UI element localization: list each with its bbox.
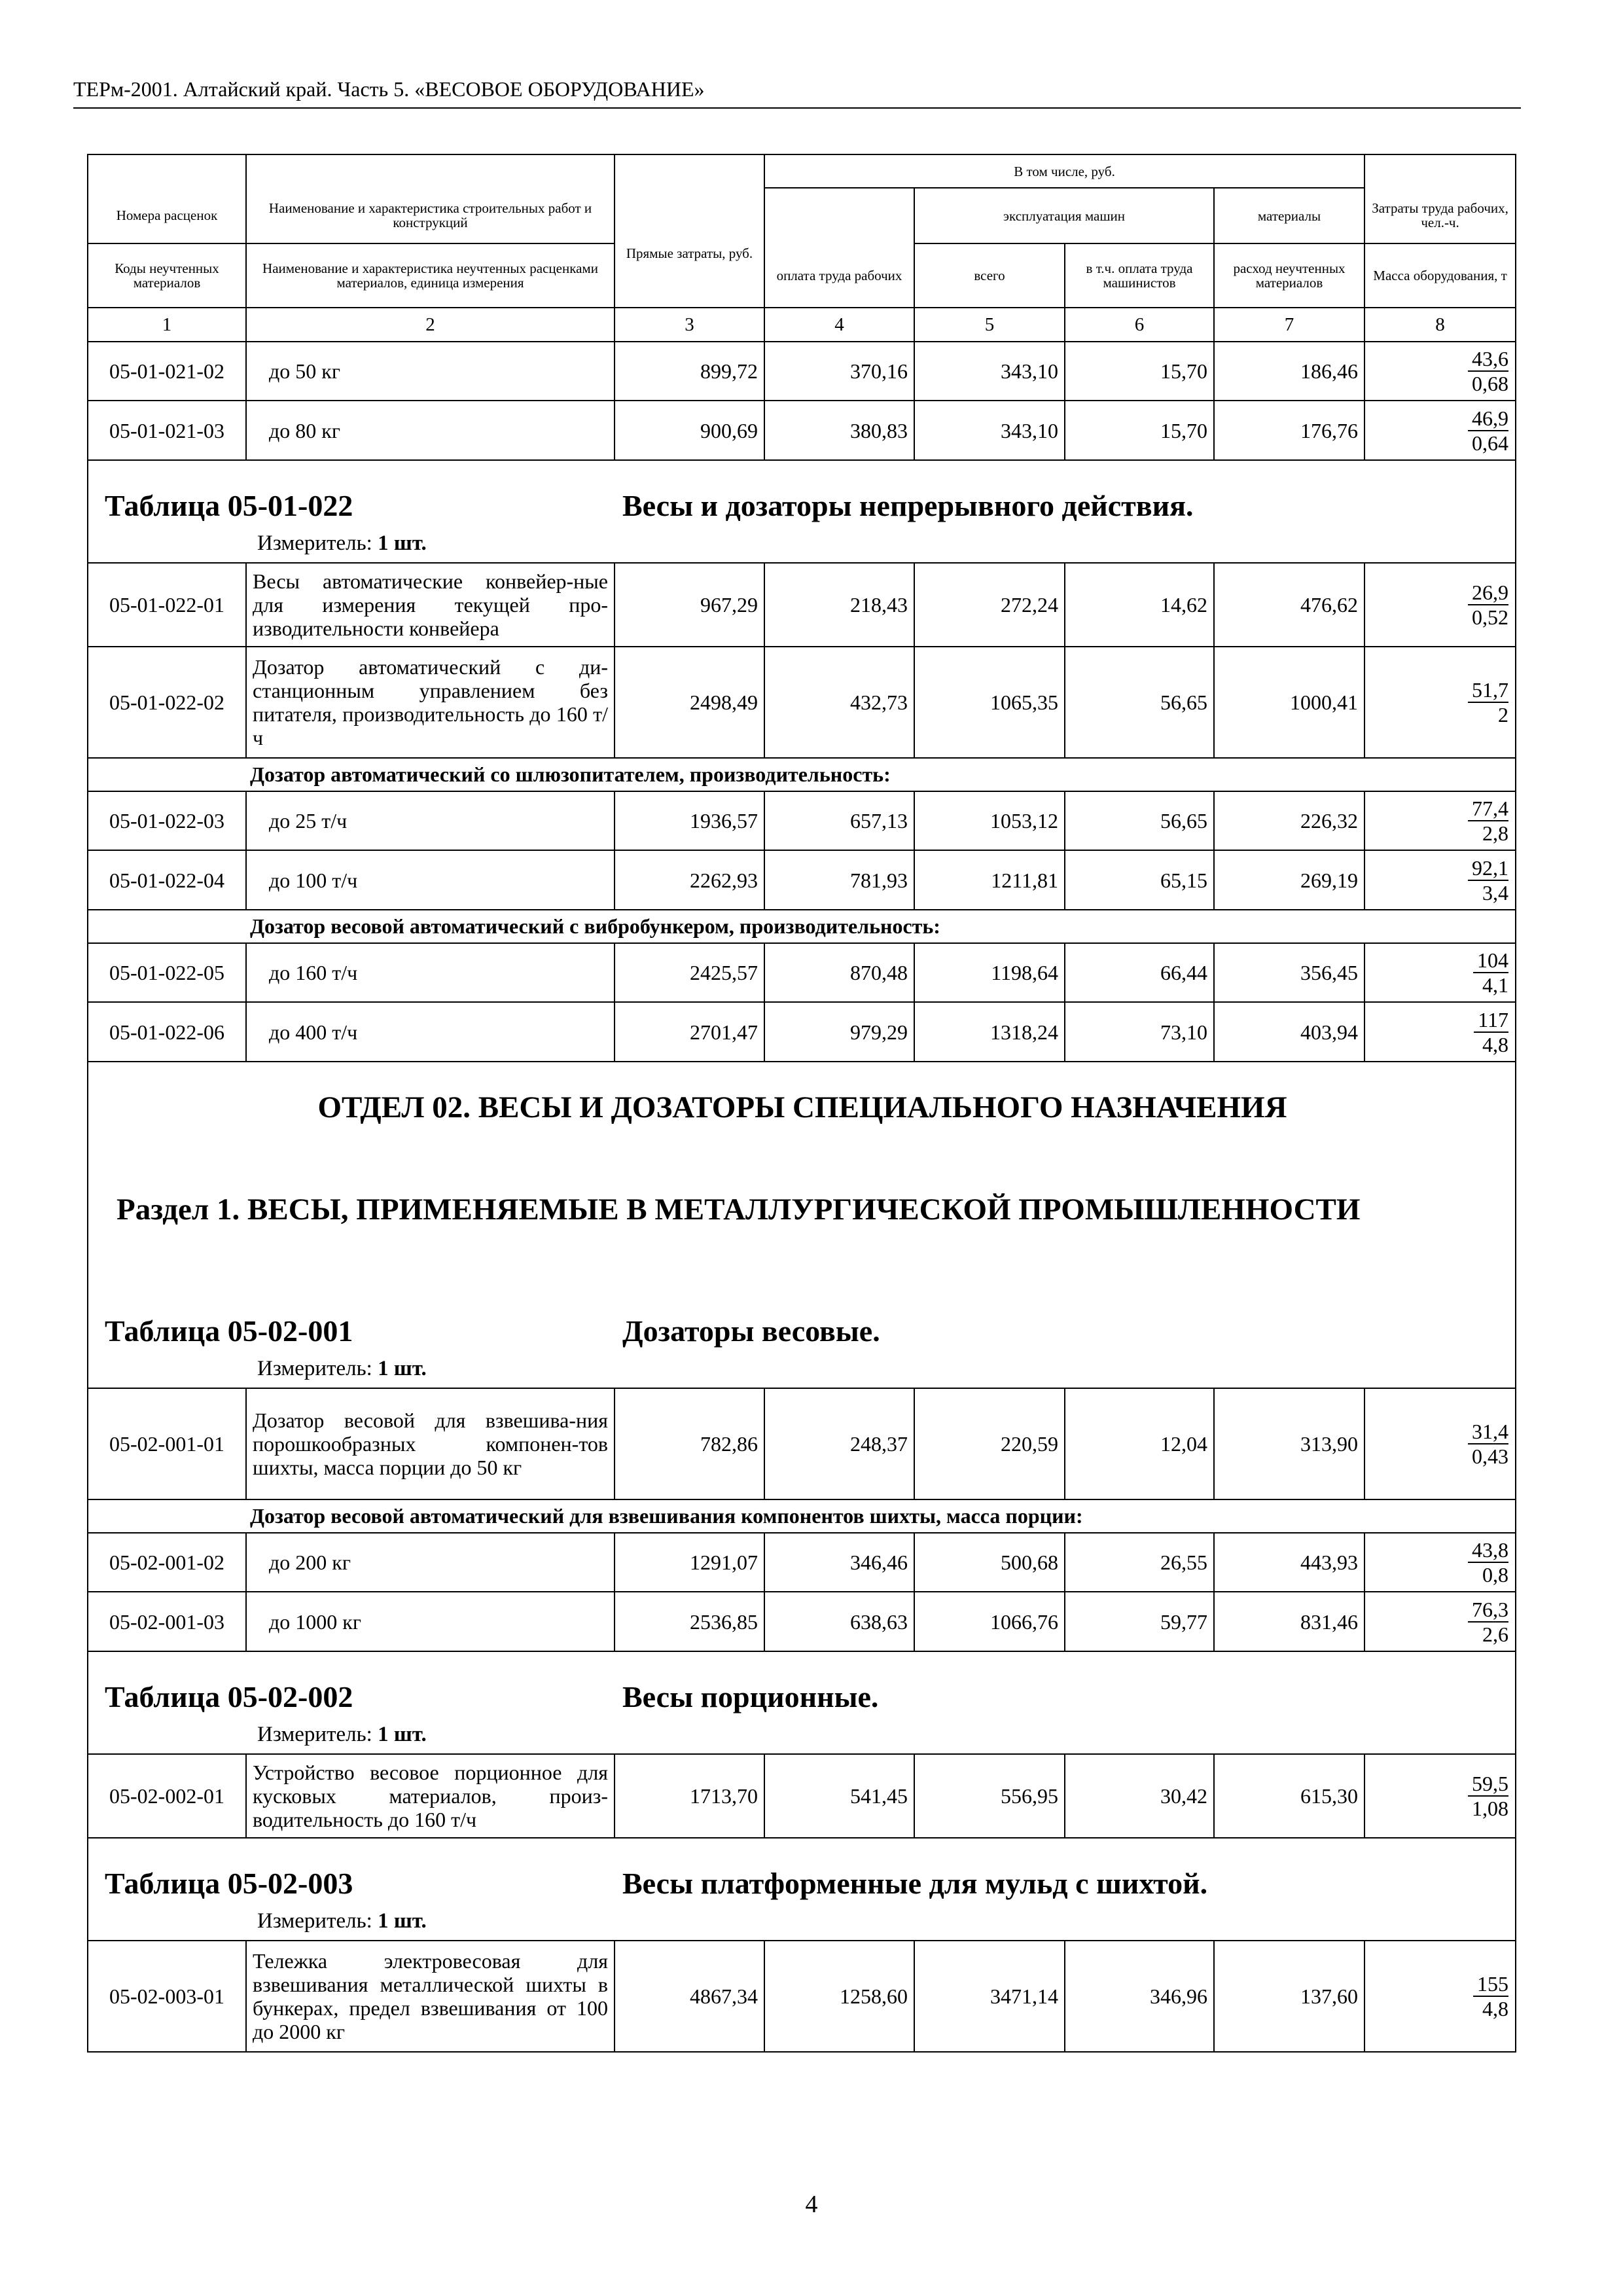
- rate-name: до 50 кг: [246, 342, 615, 401]
- labor-hours: 26,9: [1468, 581, 1508, 605]
- labor-cost: 380,83: [764, 401, 914, 460]
- table-row: [88, 563, 1516, 647]
- header-col8-top: Затраты труда рабочих, чел.-ч.: [1364, 188, 1516, 243]
- column-number: 7: [1214, 308, 1364, 342]
- direct-cost: 1936,57: [615, 791, 764, 850]
- column-numbers-row: [88, 308, 1516, 342]
- equipment-mass: 0,8: [1482, 1563, 1509, 1587]
- rate-code: 05-01-021-03: [88, 401, 246, 460]
- header-row-3: [88, 243, 1516, 308]
- rates-table: [87, 154, 1516, 2053]
- rate-name: Устройство весовое порционное для кусковых материалов, произ-водительность до 160 т/ч: [246, 1754, 615, 1838]
- labor-cost: 248,37: [764, 1388, 914, 1499]
- table-title: Весы порционные.: [622, 1680, 879, 1713]
- page-header: ТЕРм-2001. Алтайский край. Часть 5. «ВЕСОВОЕ ОБОРУДОВАНИЕ»: [73, 73, 1521, 109]
- table-title: Дозаторы весовые.: [622, 1314, 880, 1348]
- table-number: Таблица 05-01-022: [105, 489, 353, 522]
- direct-cost: 2498,49: [615, 647, 764, 758]
- drivers-cost: 15,70: [1065, 401, 1214, 460]
- machines-cost: 1053,12: [914, 791, 1065, 850]
- rate-name: до 80 кг: [246, 401, 615, 460]
- machines-cost: 1318,24: [914, 1002, 1065, 1062]
- header-row-1: [88, 154, 1516, 188]
- labor-cost: 370,16: [764, 342, 914, 401]
- direct-cost: 4867,34: [615, 1941, 764, 2052]
- rate-code: 05-02-001-02: [88, 1533, 246, 1592]
- table-row: [88, 1002, 1516, 1062]
- measure: [257, 1723, 427, 1747]
- labor-hours: 43,8: [1468, 1538, 1508, 1563]
- header-col1-top: Номера расценок: [88, 188, 246, 243]
- hours-mass-fraction: [1364, 563, 1516, 647]
- header-col5: всего: [914, 243, 1065, 308]
- rate-name: до 400 т/ч: [246, 1002, 615, 1062]
- section-heading-row: [88, 1062, 1516, 1388]
- labor-hours: 104: [1473, 948, 1508, 973]
- rate-code: 05-01-022-01: [88, 563, 246, 647]
- subheading-row: [88, 758, 1516, 791]
- materials-cost: 186,46: [1214, 342, 1364, 401]
- materials-cost: 476,62: [1214, 563, 1364, 647]
- direct-cost: 2425,57: [615, 943, 764, 1002]
- table-title-row: [88, 1651, 1516, 1754]
- rate-name: до 200 кг: [246, 1533, 615, 1592]
- rate-code: 05-01-022-04: [88, 850, 246, 910]
- equipment-mass: 0,68: [1472, 372, 1509, 395]
- drivers-cost: 346,96: [1065, 1941, 1214, 2052]
- materials-cost: 831,46: [1214, 1592, 1364, 1651]
- materials-cost: 1000,41: [1214, 647, 1364, 758]
- rate-code: 05-02-002-01: [88, 1754, 246, 1838]
- equipment-mass: 2: [1498, 703, 1509, 726]
- materials-cost: 443,93: [1214, 1533, 1364, 1592]
- measure-value: 1 шт.: [378, 1909, 427, 1933]
- rate-name: Дозатор автоматический с ди-станционным управлением без питателя, производительность до 160 т/ч: [246, 647, 615, 758]
- drivers-cost: 65,15: [1065, 850, 1214, 910]
- hours-mass-fraction: [1364, 943, 1516, 1002]
- materials-cost: 615,30: [1214, 1754, 1364, 1838]
- rate-name: Весы автоматические конвейер-ные для измерения текущей про-изводительности конвейера: [246, 563, 615, 647]
- direct-cost: 900,69: [615, 401, 764, 460]
- labor-cost: 1258,60: [764, 1941, 914, 2052]
- hours-mass-fraction: [1364, 1388, 1516, 1499]
- equipment-mass: 4,1: [1482, 973, 1509, 997]
- labor-hours: 92,1: [1468, 856, 1508, 881]
- table-row: [88, 1533, 1516, 1592]
- equipment-mass: 4,8: [1482, 1997, 1509, 2020]
- labor-hours: 43,6: [1468, 347, 1508, 372]
- machines-cost: 343,10: [914, 401, 1065, 460]
- measure: [257, 1357, 427, 1381]
- table-row: [88, 401, 1516, 460]
- equipment-mass: 0,52: [1472, 605, 1509, 629]
- measure-value: 1 шт.: [378, 1723, 427, 1746]
- column-number: 2: [246, 308, 615, 342]
- labor-hours: 31,4: [1468, 1420, 1508, 1444]
- machines-cost: 1065,35: [914, 647, 1065, 758]
- labor-cost: 870,48: [764, 943, 914, 1002]
- measure-label: Измеритель:: [257, 531, 372, 555]
- page-number: 4: [805, 2191, 818, 2218]
- measure-label: Измеритель:: [257, 1357, 372, 1380]
- direct-cost: 967,29: [615, 563, 764, 647]
- materials-cost: 137,60: [1214, 1941, 1364, 2052]
- rate-name: до 160 т/ч: [246, 943, 615, 1002]
- rate-code: 05-02-001-03: [88, 1592, 246, 1651]
- column-number: 1: [88, 308, 246, 342]
- measure-label: Измеритель:: [257, 1909, 372, 1933]
- machines-cost: 500,68: [914, 1533, 1065, 1592]
- section-otdel-heading: ОТДЕЛ 02. ВЕСЫ И ДОЗАТОРЫ СПЕЦИАЛЬНОГО НАЗНАЧЕНИЯ: [317, 1090, 1287, 1124]
- table-title: Весы платформенные для мульд с шихтой.: [622, 1867, 1208, 1900]
- table-number: Таблица 05-02-001: [105, 1314, 353, 1348]
- hours-mass-fraction: [1364, 791, 1516, 850]
- column-number: 3: [615, 308, 764, 342]
- direct-cost: 2701,47: [615, 1002, 764, 1062]
- column-number: 4: [764, 308, 914, 342]
- table-number: Таблица 05-02-002: [105, 1680, 353, 1713]
- labor-hours: 59,5: [1468, 1772, 1508, 1797]
- direct-cost: 1713,70: [615, 1754, 764, 1838]
- table-title-row: [88, 460, 1516, 563]
- subheading: Дозатор весовой автоматический с вибробункером, производительность:: [88, 910, 1516, 943]
- equipment-mass: 4,8: [1482, 1032, 1509, 1056]
- column-number: 6: [1065, 308, 1214, 342]
- drivers-cost: 12,04: [1065, 1388, 1214, 1499]
- table-row: [88, 791, 1516, 850]
- hours-mass-fraction: [1364, 1941, 1516, 2052]
- materials-cost: 269,19: [1214, 850, 1364, 910]
- table-title: Весы и дозаторы непрерывного действия.: [622, 489, 1194, 522]
- header-col6: в т.ч. оплата труда машинистов: [1065, 243, 1214, 308]
- hours-mass-fraction: [1364, 647, 1516, 758]
- header-col8-bottom: Масса оборудования, т: [1364, 243, 1516, 308]
- measure: [257, 531, 427, 556]
- materials-cost: 226,32: [1214, 791, 1364, 850]
- materials-cost: 176,76: [1214, 401, 1364, 460]
- equipment-mass: 1,08: [1472, 1797, 1509, 1820]
- machines-cost: 1198,64: [914, 943, 1065, 1002]
- labor-cost: 432,73: [764, 647, 914, 758]
- hours-mass-fraction: [1364, 342, 1516, 401]
- equipment-mass: 2,6: [1482, 1622, 1509, 1646]
- measure: [257, 1909, 427, 1933]
- rate-name: до 1000 кг: [246, 1592, 615, 1651]
- measure-value: 1 шт.: [378, 1357, 427, 1380]
- column-number: 5: [914, 308, 1065, 342]
- labor-cost: 657,13: [764, 791, 914, 850]
- header-col3: Прямые затраты, руб.: [615, 243, 764, 308]
- machines-cost: 3471,14: [914, 1941, 1065, 2052]
- drivers-cost: 15,70: [1065, 342, 1214, 401]
- drivers-cost: 73,10: [1065, 1002, 1214, 1062]
- hours-mass-fraction: [1364, 1533, 1516, 1592]
- table-row: [88, 342, 1516, 401]
- labor-hours: 117: [1474, 1008, 1508, 1033]
- table-number: Таблица 05-02-003: [105, 1867, 353, 1900]
- table-row: [88, 1754, 1516, 1838]
- rate-name: Тележка электровесовая для взвешивания металлической шихты в бункерах, предел взвешивания от 100 до 2000 кг: [246, 1941, 615, 2052]
- hours-mass-fraction: [1364, 1592, 1516, 1651]
- direct-cost: 782,86: [615, 1388, 764, 1499]
- table-row: [88, 1592, 1516, 1651]
- subheading-row: [88, 910, 1516, 943]
- direct-cost: 2536,85: [615, 1592, 764, 1651]
- rate-code: 05-01-022-06: [88, 1002, 246, 1062]
- machines-cost: 272,24: [914, 563, 1065, 647]
- measure-label: Измеритель:: [257, 1723, 372, 1746]
- rates-table-wrapper: [87, 154, 1515, 2053]
- rate-code: 05-01-022-03: [88, 791, 246, 850]
- labor-hours: 46,9: [1468, 406, 1508, 431]
- machines-cost: 556,95: [914, 1754, 1065, 1838]
- section-razdel-heading: Раздел 1. ВЕСЫ, ПРИМЕНЯЕМЫЕ В МЕТАЛЛУРГИЧЕСКОЙ ПРОМЫШЛЕННОСТИ: [116, 1193, 1361, 1227]
- table-row: [88, 647, 1516, 758]
- table-row: [88, 850, 1516, 910]
- subheading-row: [88, 1499, 1516, 1533]
- drivers-cost: 56,65: [1065, 791, 1214, 850]
- table-row: [88, 943, 1516, 1002]
- materials-cost: 403,94: [1214, 1002, 1364, 1062]
- labor-cost: 541,45: [764, 1754, 914, 1838]
- header-col7: расход неучтенных материалов: [1214, 243, 1364, 308]
- drivers-cost: 14,62: [1065, 563, 1214, 647]
- equipment-mass: 0,43: [1472, 1444, 1509, 1468]
- column-number: 8: [1364, 308, 1516, 342]
- rate-code: 05-01-021-02: [88, 342, 246, 401]
- subheading: Дозатор весовой автоматический для взвешивания компонентов шихты, масса порции:: [88, 1499, 1516, 1533]
- header-col2-bottom: Наименование и характеристика неучтенных расценками материалов, единица измерения: [246, 243, 615, 308]
- direct-cost: 1291,07: [615, 1533, 764, 1592]
- materials-cost: 313,90: [1214, 1388, 1364, 1499]
- labor-hours: 77,4: [1468, 797, 1508, 821]
- materials-cost: 356,45: [1214, 943, 1364, 1002]
- header-machines: эксплуатация машин: [914, 188, 1214, 243]
- labor-hours: 51,7: [1468, 678, 1508, 703]
- rate-name: до 100 т/ч: [246, 850, 615, 910]
- hours-mass-fraction: [1364, 401, 1516, 460]
- rate-code: 05-01-022-05: [88, 943, 246, 1002]
- rate-name: до 25 т/ч: [246, 791, 615, 850]
- header-materials: материалы: [1214, 188, 1364, 243]
- drivers-cost: 66,44: [1065, 943, 1214, 1002]
- drivers-cost: 30,42: [1065, 1754, 1214, 1838]
- equipment-mass: 2,8: [1482, 821, 1509, 845]
- subheading: Дозатор автоматический со шлюзопитателем, производительность:: [88, 758, 1516, 791]
- header-col4: оплата труда рабочих: [764, 243, 914, 308]
- header-col2-top: Наименование и характеристика строительных работ и конструкций: [246, 188, 615, 243]
- header-including: В том числе, руб.: [764, 154, 1364, 188]
- drivers-cost: 56,65: [1065, 647, 1214, 758]
- machines-cost: 220,59: [914, 1388, 1065, 1499]
- equipment-mass: 3,4: [1482, 880, 1509, 905]
- hours-mass-fraction: [1364, 1754, 1516, 1838]
- table-row: [88, 1941, 1516, 2052]
- labor-cost: 346,46: [764, 1533, 914, 1592]
- machines-cost: 1066,76: [914, 1592, 1065, 1651]
- table-title-row: [88, 1838, 1516, 1941]
- rate-name: Дозатор весовой для взвешива-ния порошкообразных компонен-тов шихты, масса порции до 50 кг: [246, 1388, 615, 1499]
- labor-cost: 781,93: [764, 850, 914, 910]
- labor-cost: 638,63: [764, 1592, 914, 1651]
- measure-value: 1 шт.: [378, 531, 427, 555]
- direct-cost: 2262,93: [615, 850, 764, 910]
- header-row-2: [88, 188, 1516, 243]
- rate-code: 05-02-003-01: [88, 1941, 246, 2052]
- rate-code: 05-01-022-02: [88, 647, 246, 758]
- drivers-cost: 26,55: [1065, 1533, 1214, 1592]
- labor-cost: 218,43: [764, 563, 914, 647]
- hours-mass-fraction: [1364, 850, 1516, 910]
- labor-cost: 979,29: [764, 1002, 914, 1062]
- equipment-mass: 0,64: [1472, 431, 1509, 455]
- direct-cost: 899,72: [615, 342, 764, 401]
- machines-cost: 1211,81: [914, 850, 1065, 910]
- labor-hours: 76,3: [1468, 1598, 1508, 1623]
- machines-cost: 343,10: [914, 342, 1065, 401]
- labor-hours: 155: [1473, 1972, 1508, 1997]
- header-col1-bottom: Коды неучтенных материалов: [88, 243, 246, 308]
- table-row: [88, 1388, 1516, 1499]
- rate-code: 05-02-001-01: [88, 1388, 246, 1499]
- hours-mass-fraction: [1364, 1002, 1516, 1062]
- drivers-cost: 59,77: [1065, 1592, 1214, 1651]
